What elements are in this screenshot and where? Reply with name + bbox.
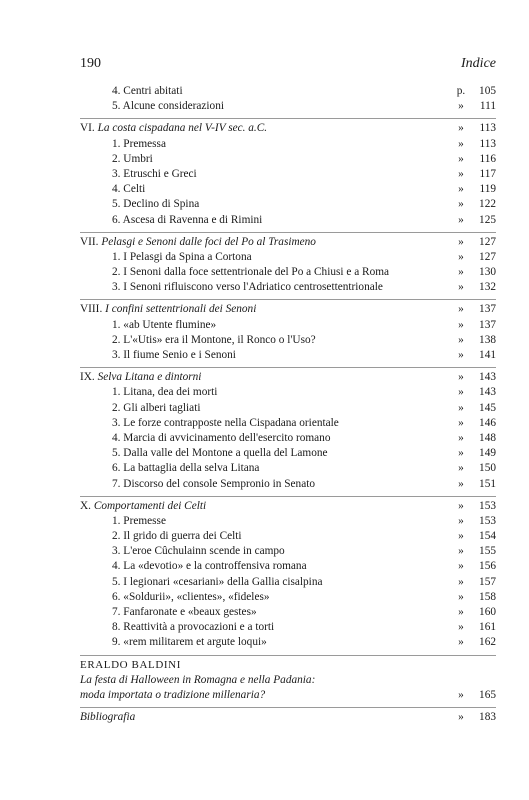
toc-item-text — [112, 197, 199, 212]
divider — [80, 118, 496, 119]
toc-item-text — [112, 385, 217, 400]
page-marker: » — [458, 281, 464, 294]
page-marker: » — [458, 462, 464, 475]
toc-item-label: 5. Dalla valle del Montone a quella del Lamone — [112, 447, 328, 460]
page-marker: » — [458, 183, 464, 196]
toc-item-text — [112, 461, 259, 476]
chapter-title: Pelasgi e Senoni dalle foci del Po al Trasimeno — [101, 235, 316, 248]
toc-item — [0, 250, 529, 265]
page-marker: » — [458, 235, 464, 248]
page-ref: 183 — [479, 710, 496, 723]
page-ref: 146 — [479, 416, 496, 429]
toc-item-label: 1. «ab Utente flumine» — [112, 318, 217, 331]
toc-item-label: 1. Premessa — [112, 137, 166, 150]
toc-item — [0, 152, 529, 167]
toc-item — [0, 348, 529, 363]
page-ref: 127 — [479, 250, 496, 263]
toc-item — [0, 635, 529, 650]
page-ref: 162 — [479, 636, 496, 649]
toc-item — [0, 197, 529, 212]
page-ref: 137 — [479, 318, 496, 331]
chapter-heading — [0, 302, 529, 317]
toc-item — [0, 333, 529, 348]
page-ref: 132 — [479, 281, 496, 294]
toc-item — [0, 99, 529, 114]
toc-item — [0, 265, 529, 280]
toc-item-label: 4. Marcia di avvicinamento dell'esercito romano — [112, 431, 331, 444]
page-ref: 155 — [479, 545, 496, 558]
essay-title-line — [0, 688, 529, 703]
toc-item — [0, 575, 529, 590]
toc-item-label: 3. L'eroe Cûchulainn scende in campo — [112, 545, 285, 558]
toc-item — [0, 620, 529, 635]
toc-item — [0, 446, 529, 461]
page-ref: 153 — [479, 514, 496, 527]
page-marker: » — [458, 477, 464, 490]
toc-item-text — [112, 544, 285, 559]
toc-item — [0, 416, 529, 431]
toc-item — [0, 514, 529, 529]
page-marker: » — [458, 198, 464, 211]
toc-item-text — [112, 265, 389, 280]
toc-item-label: 9. «rem militarem et argute loqui» — [112, 636, 267, 649]
chapter-heading-text — [80, 499, 206, 514]
page-marker: » — [458, 333, 464, 346]
toc-item-text — [112, 167, 197, 182]
chapter-numeral: VII. — [80, 235, 99, 248]
toc-item-label: 7. Discorso del console Sempronio in Senato — [112, 477, 316, 490]
toc-item-text — [112, 182, 145, 197]
page-marker: » — [458, 349, 464, 361]
toc-item-label: 4. La «devotio» e la controffensiva romana — [112, 560, 307, 573]
toc-item-label: 1. I Pelasgi da Spina a Cortona — [112, 250, 252, 263]
page-ref: 111 — [479, 100, 496, 113]
toc-item-label: 6. La battaglia della selva Litana — [112, 462, 260, 475]
page-ref: 165 — [479, 688, 496, 701]
toc-item-label: 7. Fanfaronate e «beaux gestes» — [112, 606, 257, 618]
page-ref: 116 — [479, 152, 496, 165]
page-ref: 130 — [479, 266, 496, 279]
chapter-title: Selva Litana e dintorni — [97, 371, 202, 384]
toc-item-text — [112, 401, 200, 416]
toc-item-text — [112, 514, 166, 529]
toc-item-text — [112, 137, 166, 152]
page-marker: » — [458, 710, 464, 723]
toc-item-text — [112, 620, 274, 635]
page-ref: 154 — [479, 530, 496, 543]
page-ref: 148 — [479, 431, 496, 444]
page-ref: 113 — [479, 122, 496, 135]
page-number: 190 — [80, 56, 101, 71]
page-marker: » — [458, 167, 464, 180]
divider — [80, 496, 496, 497]
page-ref: 145 — [479, 401, 496, 414]
page-ref: 143 — [479, 386, 496, 399]
page-ref: 158 — [479, 590, 496, 603]
running-head: Indice — [461, 56, 496, 71]
toc-item — [0, 385, 529, 400]
page-marker: p. — [456, 85, 466, 97]
chapter-title: I confini settentrionali dei Senoni — [105, 303, 257, 316]
page-marker: » — [458, 213, 464, 226]
page-marker: » — [458, 371, 464, 384]
toc-item-text — [112, 446, 328, 461]
toc-item-text — [112, 416, 339, 431]
page-ref: 151 — [479, 477, 496, 490]
toc-item-text — [112, 605, 257, 620]
toc-item-text — [112, 213, 262, 228]
chapter-numeral: VI. — [80, 122, 95, 135]
toc-item-label: 6. «Soldurii», «clientes», «fideles» — [112, 590, 270, 603]
page-marker: » — [458, 122, 464, 135]
toc-item — [0, 461, 529, 476]
essay-author — [0, 658, 529, 673]
chapter-heading-text — [80, 235, 316, 250]
toc-item — [0, 318, 529, 333]
page-ref: 143 — [479, 371, 496, 384]
toc-item — [0, 544, 529, 559]
page-ref: 119 — [479, 183, 496, 196]
page-marker: » — [458, 431, 464, 444]
toc-item — [0, 401, 529, 416]
toc-item-text — [112, 431, 330, 446]
toc-item-label: 2. I Senoni dalla foce settentrionale del Po a Chiusi e a Roma — [112, 266, 390, 279]
essay-title-line2: moda importata o tradizione millenaria? — [80, 688, 266, 701]
divider — [80, 367, 496, 368]
page-marker: » — [458, 636, 464, 649]
toc-item-label: 2. Il grido di guerra dei Celti — [112, 530, 242, 543]
page-marker: » — [458, 530, 464, 543]
page-ref: 127 — [479, 235, 496, 248]
toc-item-label: 3. Il fiume Senio e i Senoni — [112, 349, 236, 361]
bibliography-entry — [0, 710, 529, 725]
toc-item-label: 2. Umbri — [112, 152, 153, 165]
page-marker: » — [458, 318, 464, 331]
toc-item-text — [112, 84, 183, 99]
page-marker: » — [458, 606, 464, 618]
chapter-heading-text — [80, 121, 267, 136]
page-marker: » — [458, 575, 464, 588]
chapter-heading — [0, 235, 529, 250]
page-marker: » — [458, 401, 464, 414]
page-ref: 125 — [479, 213, 496, 226]
toc-item-text — [112, 575, 322, 590]
chapter-heading-text — [80, 302, 256, 317]
toc-item — [0, 84, 529, 99]
toc-item-text — [112, 280, 383, 295]
essay-title-line1: La festa di Halloween in Romagna e nella Padania: — [80, 673, 316, 686]
chapter-numeral: X. — [80, 499, 91, 512]
page-marker: » — [458, 590, 464, 603]
page-ref: 160 — [479, 606, 496, 618]
bibliography-label: Bibliografia — [80, 710, 136, 723]
page-ref: 149 — [479, 447, 496, 460]
toc-item-text — [112, 635, 267, 650]
divider — [80, 299, 496, 300]
page-marker: » — [458, 514, 464, 527]
chapter-heading — [0, 121, 529, 136]
toc-item — [0, 167, 529, 182]
toc-item-label: 6. Ascesa di Ravenna e di Rimini — [112, 213, 263, 226]
toc-item-label: 4. Centri abitati — [112, 85, 183, 97]
page-marker: » — [458, 545, 464, 558]
page-marker: » — [458, 266, 464, 279]
page-ref: 157 — [479, 575, 496, 588]
page-ref: 113 — [479, 137, 496, 150]
page-ref: 150 — [479, 462, 496, 475]
toc-item-label: 5. I legionari «cesariani» della Gallia cisalpina — [112, 575, 323, 588]
toc-item — [0, 280, 529, 295]
toc-item-label: 1. Litana, dea dei morti — [112, 386, 218, 399]
toc-item-label: 5. Declino di Spina — [112, 198, 200, 211]
chapter-heading — [0, 370, 529, 385]
page-marker: » — [458, 303, 464, 316]
toc-item-text — [112, 99, 224, 114]
page-marker: » — [458, 137, 464, 150]
essay-title-line — [0, 673, 529, 688]
toc-item — [0, 477, 529, 492]
toc-item — [0, 182, 529, 197]
page-ref: 122 — [479, 198, 496, 211]
chapter-title: La costa cispadana nel V-IV sec. a.C. — [97, 122, 268, 135]
page-marker: » — [458, 560, 464, 573]
toc-item — [0, 559, 529, 574]
page-ref: 153 — [479, 499, 496, 512]
toc-item-text — [112, 348, 236, 363]
toc-item-text — [112, 333, 316, 348]
page-marker: » — [458, 100, 464, 113]
page-marker: » — [458, 250, 464, 263]
toc-item-label: 5. Alcune considerazioni — [112, 100, 224, 113]
page-ref: 161 — [479, 621, 496, 634]
divider — [80, 232, 496, 233]
toc-item — [0, 137, 529, 152]
chapter-heading-text — [80, 370, 201, 385]
chapter-heading — [0, 499, 529, 514]
toc-item-text — [112, 477, 315, 492]
toc-item-label: 8. Reattività a provocazioni e a torti — [112, 621, 275, 634]
page-marker: » — [458, 386, 464, 399]
toc-item-text — [112, 590, 270, 605]
toc-item-text — [112, 529, 242, 544]
toc-item — [0, 590, 529, 605]
toc-item-label: 3. I Senoni rifluiscono verso l'Adriatico centrosettentrionale — [112, 281, 383, 294]
toc-item-text — [112, 318, 216, 333]
toc-item-label: 4. Celti — [112, 183, 146, 196]
toc-item — [0, 431, 529, 446]
chapter-numeral: VIII. — [80, 303, 103, 316]
page-marker: » — [458, 499, 464, 512]
toc-item-label: 2. Gli alberi tagliati — [112, 401, 201, 414]
toc-item-label: 3. Etruschi e Greci — [112, 167, 197, 180]
toc-item — [0, 605, 529, 620]
toc-item-text — [112, 250, 252, 265]
chapter-title: Comportamenti dei Celti — [93, 499, 207, 512]
page-ref: 141 — [479, 349, 496, 361]
toc-item — [0, 213, 529, 228]
toc-item — [0, 529, 529, 544]
chapter-numeral: IX. — [80, 371, 95, 384]
page-marker: » — [458, 688, 464, 701]
page-marker: » — [458, 152, 464, 165]
essay-author-name: ERALDO BALDINI — [80, 658, 181, 671]
toc-item-text — [112, 559, 307, 574]
divider — [80, 707, 496, 708]
divider — [80, 655, 496, 656]
toc-item-label: 3. Le forze contrapposte nella Cispadana orientale — [112, 416, 339, 429]
page-ref: 156 — [479, 560, 496, 573]
toc-item-label: 1. Premesse — [112, 514, 166, 527]
page-marker: » — [458, 416, 464, 429]
table-of-contents — [0, 84, 529, 725]
page-marker: » — [458, 621, 464, 634]
page-ref: 117 — [479, 167, 496, 180]
page-ref: 137 — [479, 303, 496, 316]
page-ref: 105 — [479, 85, 496, 97]
page-ref: 138 — [479, 333, 496, 346]
toc-item-text — [112, 152, 153, 167]
page-marker: » — [458, 447, 464, 460]
toc-item-label: 2. L'«Utis» era il Montone, il Ronco o l'Uso? — [112, 333, 316, 346]
